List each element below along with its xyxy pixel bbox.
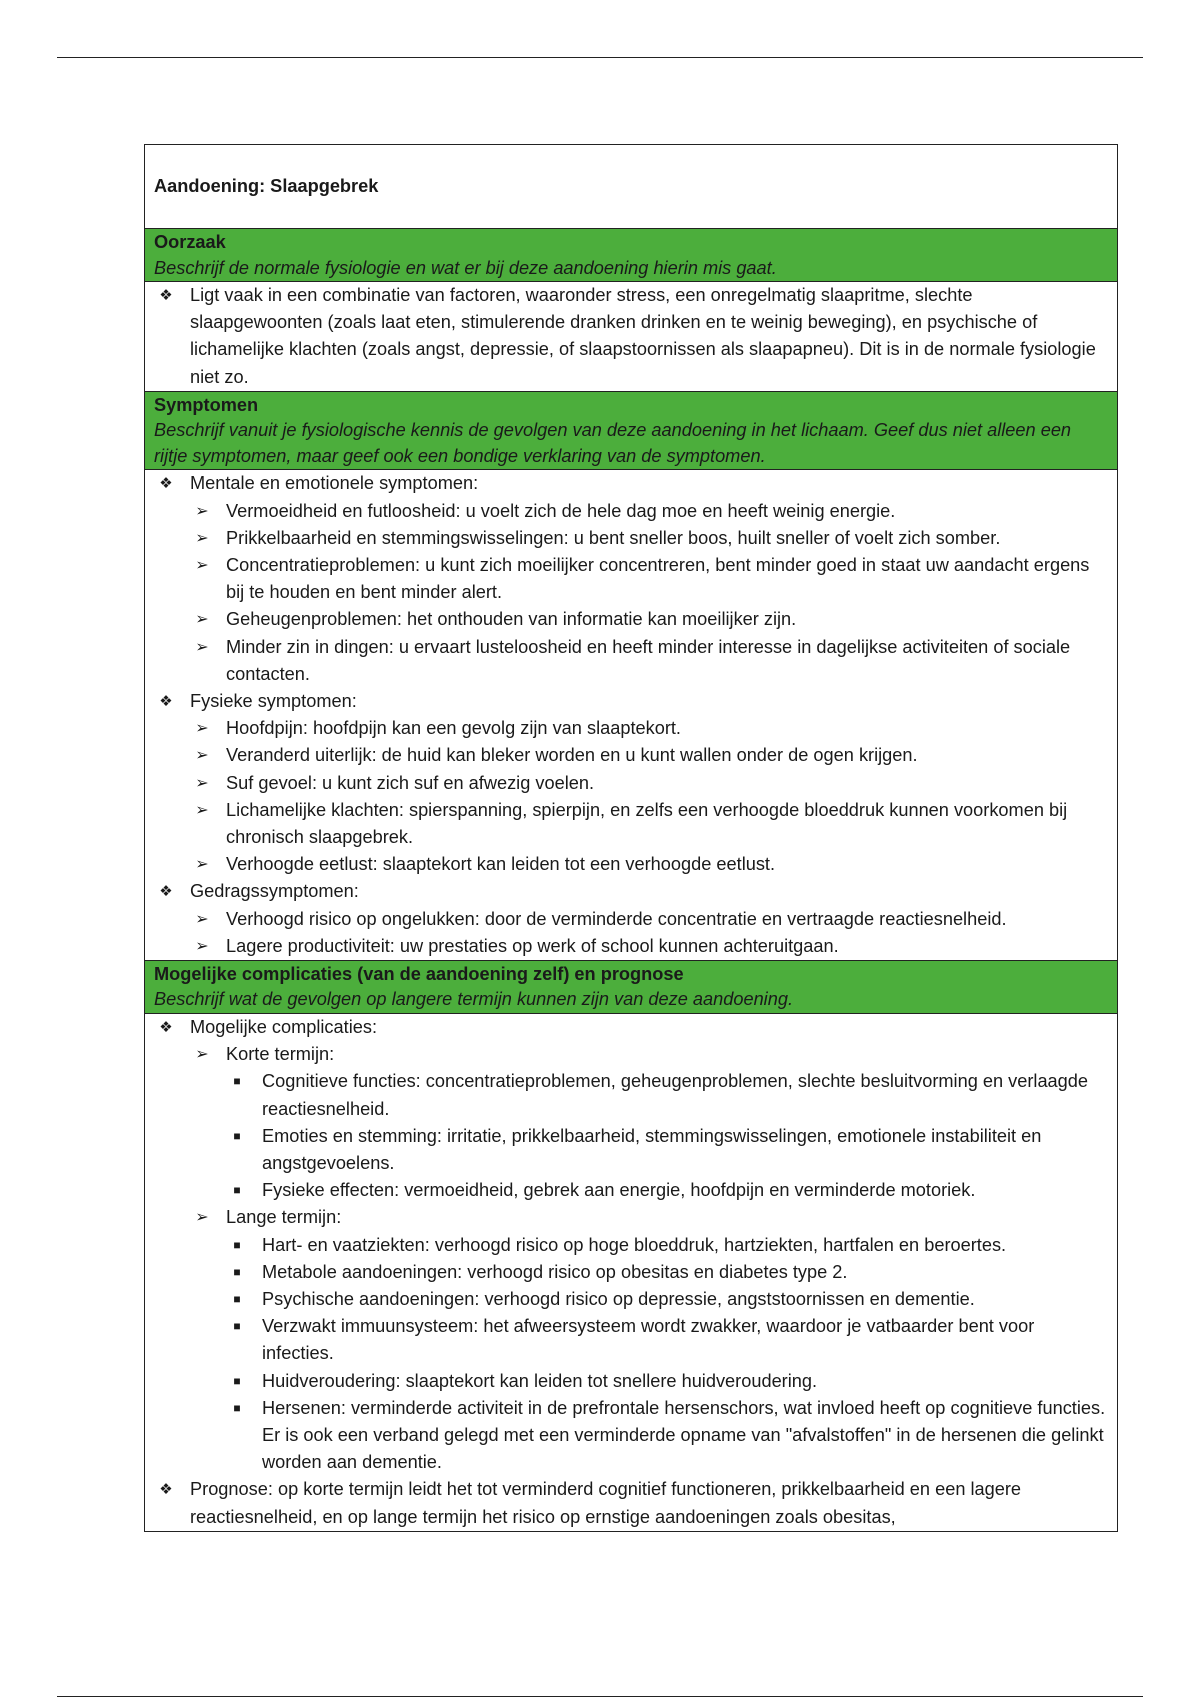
diamond-bullet-icon: ❖	[159, 1481, 173, 1499]
arrow-bullet-icon: ➢	[195, 747, 209, 765]
list-item-text: Huidveroudering: slaaptekort kan leiden tot snellere huidveroudering.	[262, 1370, 818, 1391]
list-item-text: Veranderd uiterlijk: de huid kan bleker worden en u kunt wallen onder de ogen krijgen.	[226, 745, 918, 766]
section-title: Symptomen	[154, 394, 259, 415]
list-item	[154, 1286, 1108, 1313]
list-heading-text: Gedragssymptomen:	[190, 881, 359, 902]
list-item-text: Prognose: op korte termijn leidt het tot verminderd cognitief functioneren, prikkelbaarheid en een lagere reactiesnelheid, en op lange termijn het risico op ernstige aandoeningen zoals obesitas,	[190, 1479, 1022, 1527]
diamond-bullet-icon: ❖	[159, 475, 173, 493]
diamond-bullet-icon: ❖	[159, 287, 173, 304]
list-heading-text: Mentale en emotionele symptomen:	[190, 473, 479, 494]
arrow-bullet-icon: ➢	[195, 774, 209, 792]
header-rule	[57, 57, 1143, 58]
list-item-text: Hersenen: verminderde activiteit in de prefrontale hersenschors, wat invloed heeft op cognitieve functies. Er is ook een verband gelegd met een verminderde opname van "afvalstoffen" in de hersenen die gelinkt worden aan dementie.	[262, 1397, 1106, 1473]
section-body-complicaties	[145, 1014, 1117, 1531]
list-item-text: Vermoeidheid en futloosheid: u voelt zich de hele dag moe en heeft weinig energie.	[226, 500, 896, 521]
square-bullet-icon: ■	[233, 1183, 241, 1198]
arrow-bullet-icon: ➢	[195, 556, 209, 574]
section-body-symptomen	[145, 470, 1117, 961]
list-item	[154, 525, 1108, 552]
list-heading-text: Korte termijn:	[226, 1044, 335, 1065]
list-item-text: Lagere productiviteit: uw prestaties op werk of school kunnen achteruitgaan.	[226, 935, 839, 956]
list-heading-text: Fysieke symptomen:	[190, 690, 357, 711]
list-item-text: Minder zin in dingen: u ervaart lusteloosheid en heeft minder interesse in dagelijkse activiteiten of sociale contacten.	[226, 636, 1071, 684]
section-header-symptomen	[145, 392, 1117, 471]
arrow-bullet-icon: ➢	[195, 529, 209, 547]
list-item	[154, 1232, 1108, 1259]
section-instruction: Beschrijf wat de gevolgen op langere termijn kunnen zijn van deze aandoening.	[154, 989, 794, 1010]
list-item	[154, 606, 1108, 633]
square-bullet-icon: ■	[233, 1074, 241, 1089]
list-item	[154, 797, 1108, 851]
list-item-text: Prikkelbaarheid en stemmingswisselingen: u bent sneller boos, huilt sneller of voelt zich somber.	[226, 527, 1001, 548]
list-item	[154, 1123, 1108, 1177]
list-heading	[154, 688, 1108, 715]
list-item	[154, 282, 1108, 391]
list-item	[154, 552, 1108, 606]
square-bullet-icon: ■	[233, 1128, 241, 1143]
square-bullet-icon: ■	[233, 1292, 241, 1306]
arrow-bullet-icon: ➢	[195, 1209, 209, 1227]
arrow-bullet-icon: ➢	[195, 801, 209, 819]
list-item	[154, 1177, 1108, 1204]
footer-rule	[57, 1696, 1143, 1697]
page-title: Aandoening: Slaapgebrek	[145, 145, 1117, 229]
list-heading	[154, 470, 1108, 497]
list-item	[154, 1368, 1108, 1395]
list-item-text: Hoofdpijn: hoofdpijn kan een gevolg zijn van slaaptekort.	[226, 718, 681, 739]
arrow-bullet-icon: ➢	[195, 937, 209, 955]
list-item-text: Hart- en vaatziekten: verhoogd risico op hoge bloeddruk, hartziekten, hartfalen en beroertes.	[262, 1234, 1007, 1255]
list-item	[154, 1395, 1108, 1477]
square-bullet-icon: ■	[233, 1319, 241, 1334]
list-item-text: Cognitieve functies: concentratieproblemen, geheugenproblemen, slechte besluitvorming en verlaagde reactiesnelheid.	[262, 1071, 1089, 1119]
list-item-text: Verhoogde eetlust: slaaptekort kan leiden tot een verhoogde eetlust.	[226, 854, 776, 875]
section-header-oorzaak	[145, 229, 1117, 282]
list-item-text: Suf gevoel: u kunt zich suf en afwezig voelen.	[226, 772, 595, 793]
square-bullet-icon: ■	[233, 1264, 241, 1279]
list-heading-text: Mogelijke complicaties:	[190, 1016, 377, 1037]
list-item	[154, 1476, 1108, 1530]
list-item-text: Geheugenproblemen: het onthouden van informatie kan moeilijker zijn.	[226, 609, 797, 630]
section-title: Oorzaak	[154, 232, 226, 252]
arrow-bullet-icon: ➢	[195, 720, 209, 738]
list-item	[154, 851, 1108, 878]
list-heading	[154, 1014, 1108, 1041]
section-title: Mogelijke complicaties (van de aandoening zelf) en prognose	[154, 963, 684, 984]
square-bullet-icon: ■	[233, 1373, 241, 1388]
list-item	[154, 715, 1108, 742]
section-instruction: Beschrijf de normale fysiologie en wat er bij deze aandoening hierin mis gaat.	[154, 257, 777, 278]
list-item	[154, 1068, 1108, 1122]
list-heading	[154, 1204, 1108, 1231]
arrow-bullet-icon: ➢	[195, 910, 209, 928]
square-bullet-icon: ■	[233, 1400, 241, 1415]
arrow-bullet-icon: ➢	[195, 1046, 209, 1064]
arrow-bullet-icon: ➢	[195, 502, 209, 520]
arrow-bullet-icon: ➢	[195, 638, 209, 656]
list-item	[154, 770, 1108, 797]
diamond-bullet-icon: ❖	[159, 692, 173, 710]
condition-table	[144, 144, 1118, 1532]
diamond-bullet-icon: ❖	[159, 883, 173, 901]
list-item-text: Fysieke effecten: vermoeidheid, gebrek aan energie, hoofdpijn en verminderde motoriek.	[262, 1180, 976, 1201]
list-item-text: Lichamelijke klachten: spierspanning, spierpijn, en zelfs een verhoogde bloeddruk kunnen voorkomen bij chronisch slaapgebrek.	[226, 799, 1068, 847]
section-instruction: Beschrijf vanuit je fysiologische kennis de gevolgen van deze aandoening in het lichaam. Geef dus niet alleen een rijtje symptomen, maar geef ook een bondige verklaring van de symptomen.	[154, 420, 1072, 466]
list-item-text: Verzwakt immuunsysteem: het afweersysteem wordt zwakker, waardoor je vatbaarder bent voor infecties.	[262, 1316, 1035, 1364]
list-item	[154, 933, 1108, 960]
arrow-bullet-icon: ➢	[195, 856, 209, 874]
list-heading	[154, 1041, 1108, 1068]
arrow-bullet-icon: ➢	[195, 611, 209, 629]
list-item-text: Psychische aandoeningen: verhoogd risico op depressie, angststoornissen en dementie.	[262, 1289, 975, 1309]
list-item-text: Metabole aandoeningen: verhoogd risico op obesitas en diabetes type 2.	[262, 1261, 848, 1282]
list-heading-text: Lange termijn:	[226, 1207, 342, 1228]
section-body-oorzaak	[145, 282, 1117, 392]
section-header-complicaties	[145, 961, 1117, 1014]
list-item	[154, 634, 1108, 688]
list-item	[154, 1259, 1108, 1286]
list-item	[154, 906, 1108, 933]
list-item	[154, 1313, 1108, 1367]
list-item-text: Verhoogd risico op ongelukken: door de verminderde concentratie en vertraagde reactiesnelheid.	[226, 908, 1007, 929]
list-item	[154, 498, 1108, 525]
list-item-text: Emoties en stemming: irritatie, prikkelbaarheid, stemmingswisselingen, emotionele instabiliteit en angstgevoelens.	[262, 1125, 1042, 1173]
square-bullet-icon: ■	[233, 1237, 241, 1252]
list-item-text: Ligt vaak in een combinatie van factoren, waaronder stress, een onregelmatig slaapritme, slechte slaapgewoonten (zoals laat eten, stimulerende dranken drinken en te weinig beweging), en psychische of lichamelijke klachten (zoals angst, depressie, of slaapstoornissen als slaapapneu). Dit is in de normale fysiologie niet zo.	[190, 285, 1096, 387]
list-item	[154, 742, 1108, 769]
diamond-bullet-icon: ❖	[159, 1018, 173, 1036]
list-item-text: Concentratieproblemen: u kunt zich moeilijker concentreren, bent minder goed in staat uw aandacht ergens bij te houden en bent minder alert.	[226, 554, 1090, 603]
list-heading	[154, 878, 1108, 905]
